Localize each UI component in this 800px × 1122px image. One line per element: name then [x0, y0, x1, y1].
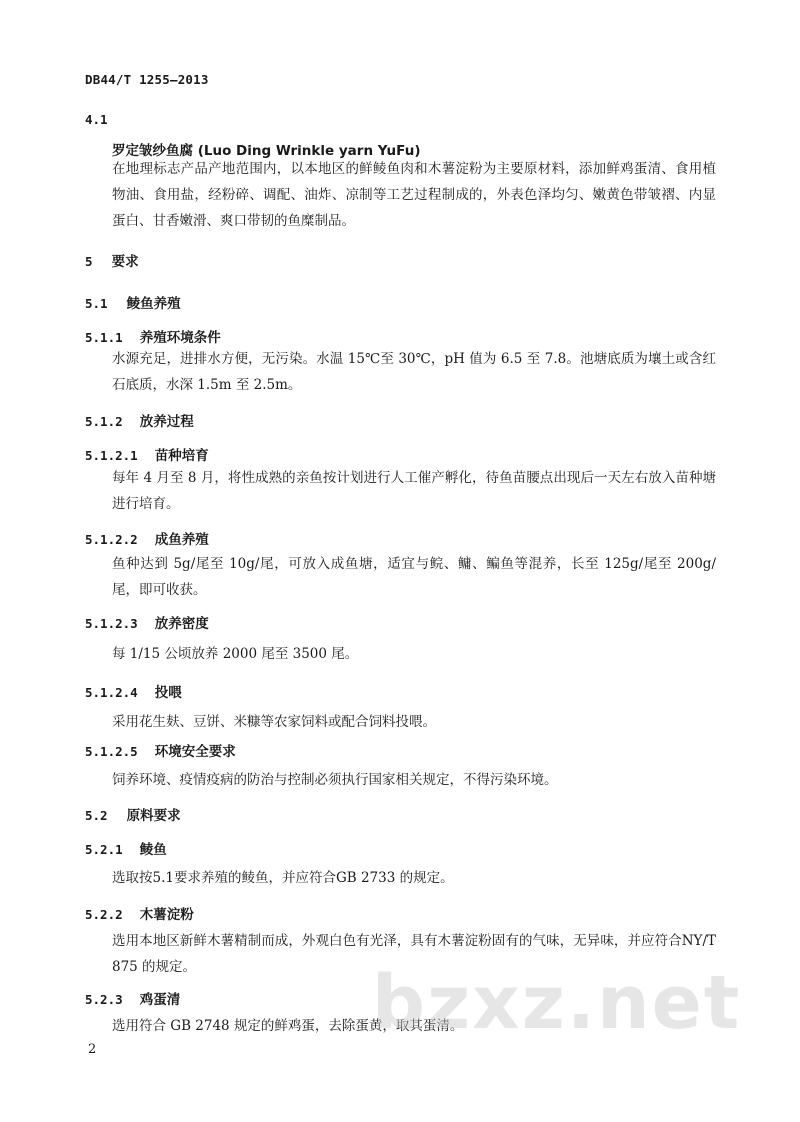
clause-5-1-2-3-text: 每 1/15 公顷放养 2000 尾至 3500 尾。: [112, 646, 359, 662]
clause-5-1-2-5-text: 饲养环境、疫情疫病的防治与控制必须执行国家相关规定，不得污染环境。: [112, 772, 558, 788]
clause-title: 放养密度: [154, 616, 209, 632]
clause-4-1-number: 4.1: [85, 112, 108, 127]
clause-number: 5.1.2.2: [85, 532, 138, 547]
clause-title: 养殖环境条件: [139, 330, 221, 346]
clause-5-2-2-heading: [85, 903, 194, 923]
clause-number: 5.1.2.3: [85, 616, 138, 631]
clause-title: 鲮鱼: [139, 842, 167, 858]
clause-5-1-1-text: 水源充足，进排水方便，无污染。水温 15℃至 30℃，pH 值为 6.5 至 7.8。池塘底质为壤土或含红石底质，水深 1.5m 至 2.5m。: [112, 351, 716, 393]
clause-number: 5.2: [85, 808, 108, 823]
clause-number: 5.1.2.5: [85, 744, 138, 759]
clause-number: 5.1.2.4: [85, 685, 138, 700]
clause-5-1-2-heading: [85, 410, 194, 430]
clause-number: 5.2.2: [85, 907, 123, 922]
term-name: 罗定皱纱鱼腐 (Luo Ding Wrinkle yarn YuFu): [112, 143, 421, 159]
clause-5-1-heading: [85, 292, 181, 312]
clause-title: 原料要求: [126, 808, 181, 824]
clause-5-2-3-text: 选用符合 GB 2748 规定的鲜鸡蛋，去除蛋黄，取其蛋清。: [112, 1018, 464, 1034]
clause-number: 5.2.3: [85, 992, 123, 1007]
clause-5-2-1-text: 选取按5.1要求养殖的鲮鱼，并应符合GB 2733 的规定。: [112, 870, 454, 886]
clause-title: 环境安全要求: [154, 744, 236, 760]
page-number: 2: [88, 1042, 97, 1057]
section-number: 5: [85, 254, 93, 269]
clause-title: 放养过程: [139, 414, 194, 430]
clause-title: 投喂: [154, 685, 182, 701]
clause-5-2-1-heading: [85, 838, 167, 858]
clause-5-2-2-text: 选用本地区新鲜木薯精制而成，外观白色有光泽，具有木薯淀粉固有的气味，无异味，并应符合NY/T 875 的规定。: [112, 933, 716, 975]
clause-number: 5.1.2.1: [85, 448, 138, 463]
clause-title: 鲮鱼养殖: [126, 296, 181, 312]
clause-title: 成鱼养殖: [154, 532, 209, 548]
clause-5-2-3-heading: [85, 988, 180, 1008]
clause-title: 鸡蛋清: [139, 992, 181, 1008]
section-5-heading: [85, 250, 139, 270]
section-title: 要求: [111, 254, 139, 270]
standard-code-header: DB44/T 1255—2013: [85, 72, 209, 87]
clause-number: 5.1.2: [85, 414, 123, 429]
clause-5-1-2-4-heading: [85, 681, 182, 701]
term-definition: 在地理标志产品产地范围内，以本地区的鲜鲮鱼肉和木薯淀粉为主要原材料，添加鲜鸡蛋清、食用植物油、食用盐，经粉碎、调配、油炸、凉制等工艺过程制成的，外表色泽均匀、嫩黄色带皱褶、内显蛋白、甘香嫩滑、爽口带韧的鱼糜制品。: [112, 161, 716, 229]
clause-title: 木薯淀粉: [139, 907, 194, 923]
clause-5-1-2-2-text: 鱼种达到 5g/尾至 10g/尾，可放入成鱼塘，适宜与鲩、鳙、鳊鱼等混养，长至 125g/尾至 200g/尾，即可收获。: [112, 556, 716, 598]
clause-number: 5.2.1: [85, 842, 123, 857]
clause-5-1-2-2-heading: [85, 528, 209, 548]
clause-title: 苗种培育: [154, 448, 209, 464]
clause-number: 5.1: [85, 296, 108, 311]
clause-number: 5.1.1: [85, 330, 123, 345]
clause-5-1-1-heading: [85, 326, 221, 346]
watermark: bzxz.net: [372, 960, 742, 1046]
clause-5-1-2-4-text: 采用花生麸、豆饼、米糠等农家饲料或配合饲料投喂。: [112, 714, 436, 730]
clause-5-1-2-5-heading: [85, 740, 236, 760]
clause-5-1-2-3-heading: [85, 612, 209, 632]
clause-5-2-heading: [85, 804, 181, 824]
clause-5-1-2-1-heading: [85, 444, 209, 464]
clause-5-1-2-1-text: 每年 4 月至 8 月，将性成熟的亲鱼按计划进行人工催产孵化，待鱼苗腰点出现后一天左右放入苗种塘进行培育。: [112, 470, 716, 512]
